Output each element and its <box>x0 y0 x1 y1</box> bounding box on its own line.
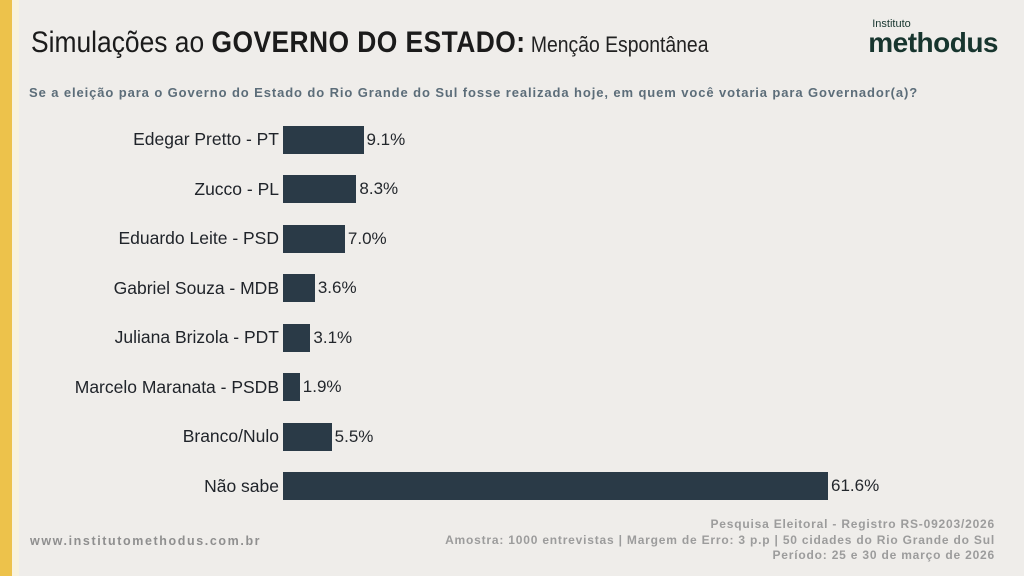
value-label: 7.0% <box>347 228 387 248</box>
chart-row <box>18 313 1008 363</box>
website-url: www.institutomethodus.com.br <box>30 534 262 548</box>
chart-row <box>18 412 1008 462</box>
category-label: Branco/Nulo <box>182 426 279 447</box>
logo-name: methodus <box>868 27 998 58</box>
bar <box>283 126 364 154</box>
category-label: Edegar Pretto - PT <box>133 129 279 150</box>
value-label: 3.6% <box>317 278 357 298</box>
chart-row <box>18 165 1008 215</box>
bar-chart <box>18 115 1008 511</box>
category-label: Eduardo Leite - PSD <box>118 228 279 249</box>
chart-row <box>18 214 1008 264</box>
chart-rows <box>18 115 1008 511</box>
survey-metadata <box>445 517 995 564</box>
category-label: Marcelo Maranata - PSDB <box>74 376 279 397</box>
bar <box>283 175 356 203</box>
category-label: Gabriel Souza - MDB <box>113 277 279 298</box>
registry-line: Pesquisa Eleitoral - Registro RS-09203/2026 <box>710 517 995 531</box>
page-title <box>31 26 708 60</box>
category-label: Não sabe <box>204 475 279 496</box>
sample-line: Amostra: 1000 entrevistas | Margem de Erro: 3 p.p | 50 cidades do Rio Grande do Sul <box>445 532 995 547</box>
value-label: 9.1% <box>366 129 406 149</box>
title-emphasis: GOVERNO DO ESTADO: <box>211 26 526 59</box>
bar <box>283 373 300 401</box>
title-suffix: Menção Espontânea <box>525 32 709 57</box>
bar <box>283 225 345 253</box>
title-prefix: Simulações ao <box>31 26 212 59</box>
category-label: Zucco - PL <box>194 178 279 199</box>
category-label: Juliana Brizola - PDT <box>114 327 279 348</box>
methodus-logo <box>868 18 998 59</box>
chart-row <box>18 264 1008 314</box>
chart-row <box>18 462 1008 512</box>
chart-row <box>18 115 1008 165</box>
value-label: 1.9% <box>302 377 342 397</box>
chart-row <box>18 363 1008 413</box>
logo-institute-label: Instituto <box>872 18 911 30</box>
bar <box>283 324 310 352</box>
bar <box>283 423 332 451</box>
value-label: 8.3% <box>359 179 399 199</box>
period-line: Período: 25 e 30 de março de 2026 <box>772 548 995 562</box>
value-label: 61.6% <box>831 476 880 496</box>
survey-question: Se a eleição para o Governo do Estado do Rio Grande do Sul fosse realizada hoje, em quem você votaria para Governador(a)? <box>29 85 919 100</box>
value-label: 3.1% <box>313 327 353 347</box>
bar <box>283 472 828 500</box>
left-accent-bar <box>0 0 12 576</box>
bar <box>283 274 315 302</box>
value-label: 5.5% <box>334 426 374 446</box>
